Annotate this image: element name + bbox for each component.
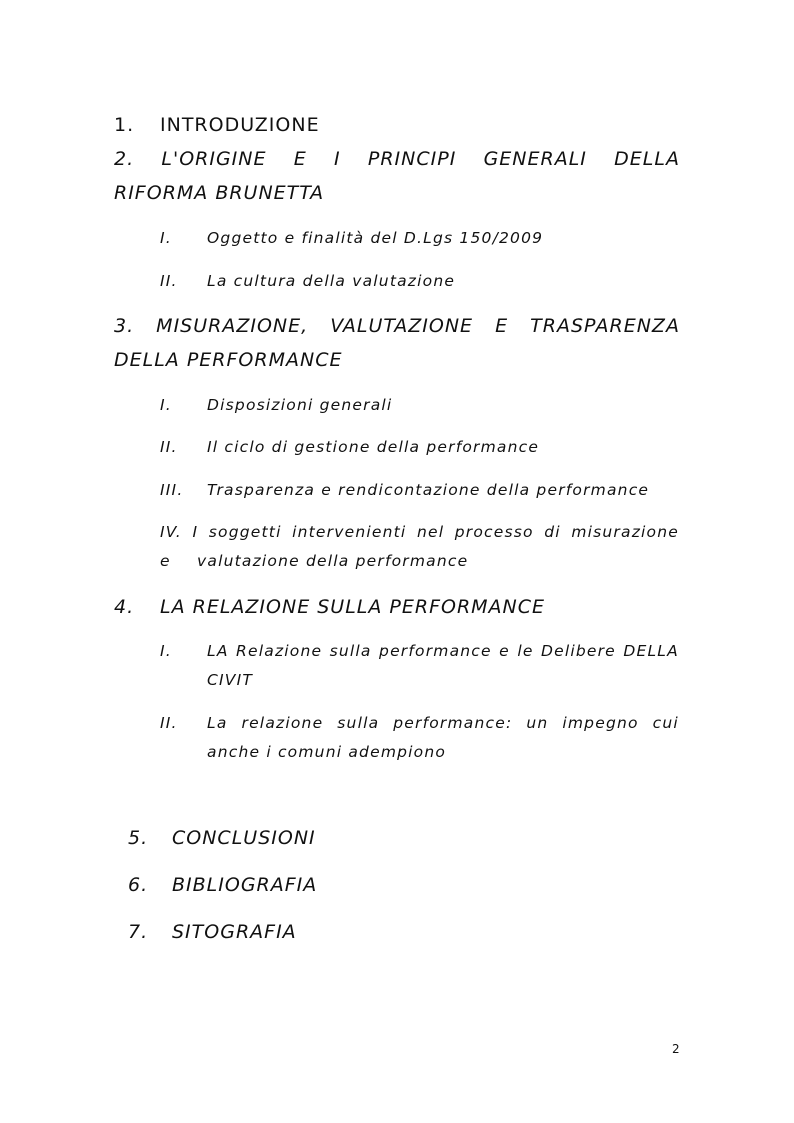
subentry-text: Disposizioni generali [207, 396, 393, 414]
subentry-number: I. [160, 229, 172, 247]
toc-entry-2-line1 [114, 148, 680, 170]
word: un [526, 714, 549, 732]
toc-subentry-2-1 [160, 229, 544, 247]
toc-subentry-3-4-line1 [160, 523, 679, 541]
word: I [192, 523, 199, 541]
toc-subentry-4-2-num: II. [160, 714, 178, 732]
entry-number: 4. [114, 596, 135, 618]
word: Delibere [540, 642, 616, 660]
word: GENERALI [483, 148, 587, 170]
entry-number: 2. [114, 148, 135, 170]
word: LA [207, 642, 229, 660]
entry-number: 1. [114, 114, 135, 136]
subentry-number: I. [160, 396, 172, 414]
word: TRASPARENZA [530, 315, 680, 337]
toc-entry-6 [128, 874, 318, 896]
word: impegno [562, 714, 639, 732]
toc-subentry-3-2 [160, 438, 540, 456]
entry-title: SITOGRAFIA [172, 921, 297, 943]
toc-subentry-4-1-num: I. [160, 642, 172, 660]
word: E [495, 315, 509, 337]
toc-entry-3-line2: DELLA PERFORMANCE [114, 349, 343, 371]
word: processo [454, 523, 534, 541]
word: intervenienti [292, 523, 407, 541]
subentry-number: II. [160, 438, 178, 456]
toc-subentry-4-2-line1 [207, 714, 679, 732]
entry-title: LA RELAZIONE SULLA PERFORMANCE [160, 596, 546, 618]
word: I [334, 148, 341, 170]
word: MISURAZIONE, [156, 315, 309, 337]
subentry-number: II. [160, 272, 178, 290]
subentry-text: Trasparenza e rendicontazione della performance [207, 481, 650, 499]
toc-subentry-4-1-line1 [207, 642, 679, 660]
word: performance [379, 642, 492, 660]
word: PRINCIPI [367, 148, 457, 170]
toc-entry-7 [128, 921, 297, 943]
word: L'ORIGINE [161, 148, 267, 170]
toc-entry-3-line1 [114, 315, 680, 337]
entry-title: BIBLIOGRAFIA [172, 874, 318, 896]
word: sulla [337, 714, 380, 732]
word: nel [416, 523, 445, 541]
word: DELLA [623, 642, 679, 660]
subentry-number: IV. [160, 523, 182, 541]
entry-title: INTRODUZIONE [160, 114, 320, 136]
toc-subentry-4-1-line2: CIVIT [207, 671, 254, 689]
toc-entry-5 [128, 827, 316, 849]
word: e [499, 642, 510, 660]
subentry-text: Oggetto e finalità del D.Lgs 150/2009 [207, 229, 544, 247]
entry-number: 3. [114, 315, 135, 337]
entry-number: 7. [128, 921, 149, 943]
toc-subentry-4-2-line2: anche i comuni adempiono [207, 743, 447, 761]
word: La [207, 714, 228, 732]
word: sulla [329, 642, 372, 660]
word: DELLA [614, 148, 680, 170]
entry-number: 6. [128, 874, 149, 896]
word: relazione [241, 714, 324, 732]
subentry-number: III. [160, 481, 184, 499]
word: Relazione [236, 642, 323, 660]
entry-title: CONCLUSIONI [172, 827, 316, 849]
toc-entry-1 [114, 114, 320, 136]
word: e [160, 552, 171, 570]
word: VALUTAZIONE [330, 315, 474, 337]
toc-entry-4 [114, 596, 546, 618]
subentry-text: Il ciclo di gestione della performance [207, 438, 540, 456]
word: le [517, 642, 534, 660]
toc-entry-2-line2: RIFORMA BRUNETTA [114, 182, 325, 204]
word: misurazione [571, 523, 679, 541]
toc-subentry-2-2 [160, 272, 456, 290]
toc-subentry-3-3 [160, 481, 650, 499]
page-number: 2 [672, 1042, 680, 1056]
word: performance: [393, 714, 513, 732]
word: di [544, 523, 561, 541]
word: soggetti [208, 523, 282, 541]
subentry-text: La cultura della valutazione [207, 272, 456, 290]
toc-subentry-3-1 [160, 396, 393, 414]
entry-number: 5. [128, 827, 149, 849]
subentry-text: valutazione della performance [197, 552, 469, 570]
word: E [293, 148, 307, 170]
toc-subentry-3-4-line2 [160, 552, 469, 570]
word: cui [652, 714, 679, 732]
